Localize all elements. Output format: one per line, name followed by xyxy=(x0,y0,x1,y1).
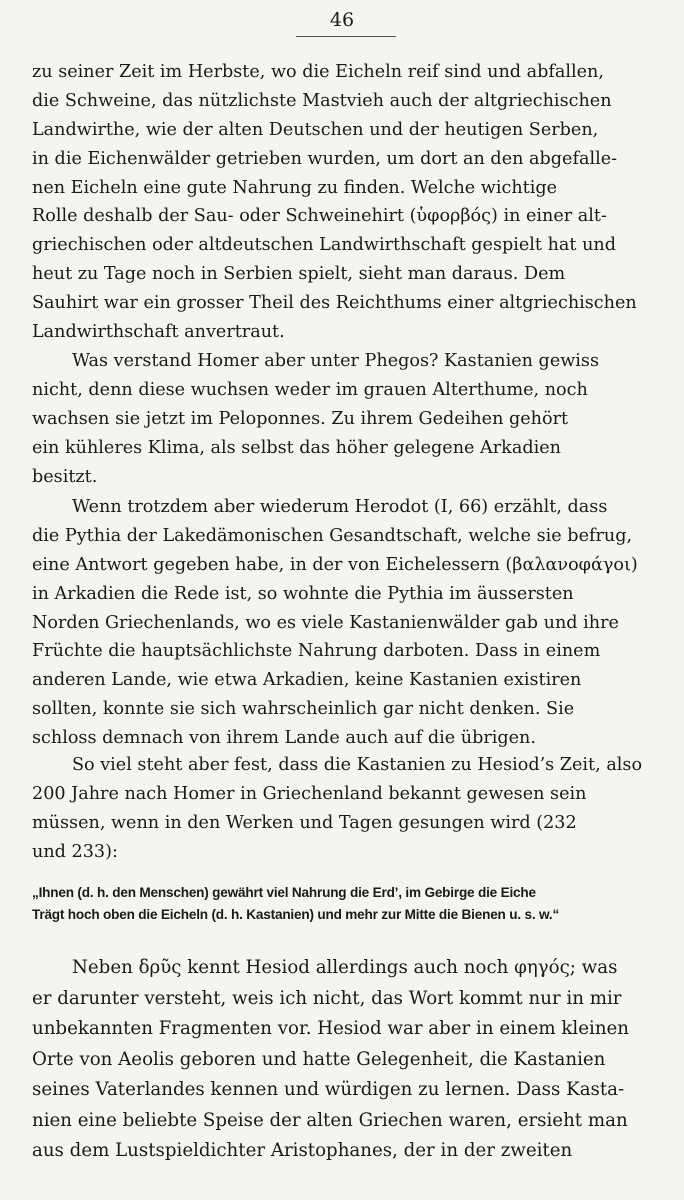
text-line: unbekannten Fragmenten vor. Hesiod war aber in einem kleinen xyxy=(32,1018,630,1039)
text-line: nien eine beliebte Speise der alten Griechen waren, ersieht man xyxy=(32,1109,628,1131)
text-line: So viel steht aber fest, dass die Kastanien zu Hesiod’s Zeit, also xyxy=(72,755,643,775)
paragraph-3 xyxy=(32,493,662,753)
quote-line: „Ihnen (d. h. den Menschen) gewährt viel Nahrung die Erd’, im Gebirge die Eiche xyxy=(32,885,536,900)
paragraph-5 xyxy=(32,953,662,1167)
text-line: in Arkadien die Rede ist, so wohnte die Pythia im äussersten xyxy=(32,583,574,604)
quotation xyxy=(32,882,662,926)
text-line: seines Vaterlandes kennen und würdigen zu lernen. Dass Kasta- xyxy=(32,1079,625,1100)
text-line: Neben δρῦς kennt Hesiod allerdings auch noch φηγός; was xyxy=(72,957,618,978)
text-line: Rolle deshalb der Sau- oder Schweinehirt (ὑφορβός) in einer alt- xyxy=(32,206,607,227)
text-line: schloss demnach von ihrem Lande auch auf die übrigen. xyxy=(32,728,536,749)
text-line: Norden Griechenlands, wo es viele Kastanienwälder gab und ihre xyxy=(32,612,619,633)
text-line: anderen Lande, wie etwa Arkadien, keine Kastanien existiren xyxy=(32,670,582,691)
text-line: besitzt. xyxy=(32,466,98,487)
text-line: nen Eicheln eine gute Nahrung zu finden. Welche wichtige xyxy=(32,177,558,198)
text-line: eine Antwort gegeben habe, in der von Eichelessern (βαλανοφάγοι) xyxy=(32,554,638,575)
text-line: sollten, konnte sie sich wahrscheinlich gar nicht denken. Sie xyxy=(32,699,575,720)
text-line: Früchte die hauptsächlichste Nahrung darboten. Dass in einem xyxy=(32,641,601,662)
text-line: Wenn trotzdem aber wiederum Herodot (I, 66) erzählt, dass xyxy=(72,497,608,517)
text-line: griechischen oder altdeutschen Landwirthschaft gespielt hat und xyxy=(32,235,616,256)
text-line: in die Eichenwälder getrieben wurden, um dort an den abgefalle- xyxy=(32,148,618,169)
text-line: er darunter versteht, weis ich nicht, das Wort kommt nur in mir xyxy=(32,987,622,1009)
text-line: heut zu Tage noch in Serbien spielt, sieht man daraus. Dem xyxy=(32,264,566,285)
paragraph-4 xyxy=(32,751,662,867)
text-line: nicht, denn diese wuchsen weder im grauen Alterthume, noch xyxy=(32,379,588,400)
text-line: Orte von Aeolis geboren und hatte Gelegenheit, die Kastanien xyxy=(32,1048,606,1070)
text-line: und 233): xyxy=(32,841,118,862)
paragraph-2 xyxy=(32,347,662,491)
paragraph-1 xyxy=(32,58,662,347)
text-line: aus dem Lustspieldichter Aristophanes, der in der zweiten xyxy=(32,1140,573,1161)
quote-line: Trägt hoch oben die Eicheln (d. h. Kastanien) und mehr zur Mitte die Bienen u. s. w.“ xyxy=(32,907,560,922)
text-line: Landwirthe, wie der alten Deutschen und der heutigen Serben, xyxy=(32,119,599,140)
header-rule xyxy=(296,36,396,37)
text-line: Was verstand Homer aber unter Phegos? Kastanien gewiss xyxy=(72,351,599,371)
text-line: Landwirthschaft anvertraut. xyxy=(32,322,285,343)
text-line: die Pythia der Lakedämonischen Gesandtschaft, welche sie befrug, xyxy=(32,525,633,546)
text-line: 200 Jahre nach Homer in Griechenland bekannt gewesen sein xyxy=(32,783,587,804)
text-line: müssen, wenn in den Werken und Tagen gesungen wird (232 xyxy=(32,812,577,833)
page-number: 46 xyxy=(329,9,355,31)
text-line: die Schweine, das nützlichste Mastvieh auch der altgriechischen xyxy=(32,90,612,111)
text-line: Sauhirt war ein grosser Theil des Reichthums einer altgriechischen xyxy=(32,293,637,314)
text-line: ein kühleres Klima, als selbst das höher gelegene Arkadien xyxy=(32,437,561,458)
text-line: zu seiner Zeit im Herbste, wo die Eicheln reif sind und abfallen, xyxy=(32,62,604,82)
text-line: wachsen sie jetzt im Peloponnes. Zu ihrem Gedeihen gehört xyxy=(32,408,569,429)
